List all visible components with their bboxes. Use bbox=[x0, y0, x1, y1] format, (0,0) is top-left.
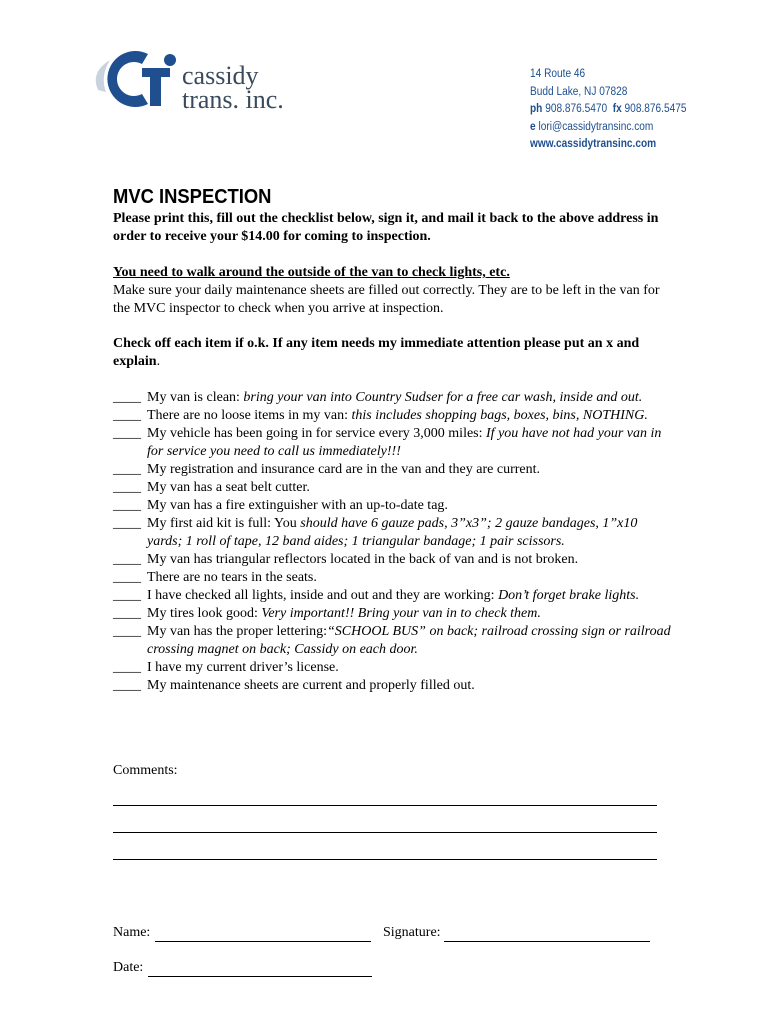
checklist-item-note: If you have not had your van in for service you need to call us immediately!!! bbox=[147, 426, 662, 459]
email-label: e bbox=[530, 120, 536, 133]
comment-line-2[interactable] bbox=[113, 832, 657, 833]
checkbox-blank[interactable] bbox=[113, 389, 147, 407]
checklist-item-label: My van has a seat belt cutter. bbox=[147, 480, 310, 495]
checklist-item bbox=[113, 389, 673, 407]
checklist-item bbox=[113, 551, 673, 569]
checklist-item-label: My van has the proper lettering: bbox=[147, 624, 328, 639]
comment-line-3[interactable] bbox=[113, 859, 657, 860]
checklist-item-note: “SCHOOL BUS” on back; railroad crossing sign or railroad crossing magnet on back; Cassidy on each door. bbox=[147, 624, 671, 657]
comments-label: Comments: bbox=[113, 763, 178, 778]
checklist-item bbox=[113, 407, 673, 425]
signature-label: Signature: bbox=[383, 925, 441, 940]
checkbox-blank[interactable] bbox=[113, 461, 147, 479]
checklist-item bbox=[113, 425, 673, 461]
checklist-item-text bbox=[147, 569, 673, 587]
checklist-item-text bbox=[147, 659, 673, 677]
checklist-item bbox=[113, 479, 673, 497]
phone-fax-line bbox=[530, 101, 686, 119]
email-address[interactable]: lori@cassidytransinc.com bbox=[538, 120, 654, 133]
checklist-item-text bbox=[147, 407, 673, 425]
checklist-item bbox=[113, 461, 673, 479]
checklist-item-label: My tires look good: bbox=[147, 606, 262, 621]
fax-number: 908.876.5475 bbox=[624, 103, 687, 115]
walk-around-heading: You need to walk around the outside of the van to check lights, etc. bbox=[113, 265, 510, 280]
checklist-item bbox=[113, 623, 673, 659]
address-line2: Budd Lake, NJ 07828 bbox=[530, 85, 628, 98]
checklist-item-label: My vehicle has been going in for service every 3,000 miles: bbox=[147, 426, 487, 441]
logo-c-letter bbox=[107, 51, 148, 107]
logo-text-cassidy: cassidy bbox=[182, 61, 259, 90]
checkbox-blank[interactable] bbox=[113, 623, 147, 659]
checklist-item-note: this includes shopping bags, boxes, bins, NOTHING. bbox=[351, 408, 648, 423]
checklist-item-label: There are no loose items in my van: bbox=[147, 408, 352, 423]
name-label: Name: bbox=[113, 925, 151, 940]
checklist-item-text bbox=[147, 623, 673, 659]
checkbox-blank[interactable] bbox=[113, 551, 147, 569]
checkbox-blank[interactable] bbox=[113, 659, 147, 677]
email-line bbox=[530, 119, 686, 137]
checklist-item-text bbox=[147, 389, 673, 407]
checklist-item-text bbox=[147, 605, 673, 623]
date-label: Date: bbox=[113, 960, 144, 975]
checklist-item-note: should have 6 gauze pads, 3”x3”; 2 gauze bandages, 1”x10 yards; 1 roll of tape, 12 band aides; 1 triangular bandage; 1 pair scissors. bbox=[147, 516, 638, 549]
checkbox-blank[interactable] bbox=[113, 587, 147, 605]
checklist-item-text bbox=[147, 515, 673, 551]
checklist-item bbox=[113, 515, 673, 551]
checklist-item-label: I have my current driver’s license. bbox=[147, 660, 339, 675]
checklist-item bbox=[113, 605, 673, 623]
checklist-item-label: I have checked all lights, inside and out and they are working: bbox=[147, 588, 499, 603]
website-link[interactable] bbox=[530, 136, 686, 154]
checklist bbox=[113, 389, 673, 695]
signature-field[interactable] bbox=[444, 941, 650, 942]
checklist-item-text bbox=[147, 461, 673, 479]
checkbox-blank[interactable] bbox=[113, 479, 147, 497]
checklist-item-label: My van is clean: bbox=[147, 390, 244, 405]
checklist-item-label: My van has triangular reflectors located in the back of van and is not broken. bbox=[147, 552, 579, 567]
checklist-item-note: Don’t forget brake lights. bbox=[498, 588, 640, 603]
checkbox-blank[interactable] bbox=[113, 515, 147, 551]
checklist-item bbox=[113, 587, 673, 605]
phone-number: 908.876.5470 bbox=[545, 103, 608, 115]
checklist-item-text bbox=[147, 551, 673, 569]
checkbox-blank[interactable] bbox=[113, 605, 147, 623]
logo-t-bar bbox=[142, 68, 170, 77]
checklist-item-note: bring your van into Country Sudser for a free car wash, inside and out. bbox=[243, 390, 643, 405]
checklist-item-text bbox=[147, 425, 673, 461]
phone-label: ph bbox=[530, 103, 543, 115]
checklist-item-text bbox=[147, 677, 673, 695]
checklist-item-label: My van has a fire extinguisher with an up-to-date tag. bbox=[147, 498, 448, 513]
checklist-item-label: My first aid kit is full: You bbox=[147, 516, 301, 531]
instructions-period: . bbox=[156, 354, 161, 369]
checklist-item bbox=[113, 497, 673, 515]
checkbox-blank[interactable] bbox=[113, 425, 147, 461]
checklist-item-label: My registration and insurance card are in the van and they are current. bbox=[147, 462, 540, 477]
address-line1: 14 Route 46 bbox=[530, 68, 586, 80]
page-title: MVC INSPECTION bbox=[113, 186, 272, 208]
contact-block bbox=[530, 66, 686, 154]
checkbox-blank[interactable] bbox=[113, 497, 147, 515]
checkbox-blank[interactable] bbox=[113, 407, 147, 425]
checklist-item-note: Very important!! Bring your van in to check them. bbox=[261, 606, 541, 621]
checklist-item-label: My maintenance sheets are current and properly filled out. bbox=[147, 678, 475, 693]
intro-paragraph: Please print this, fill out the checklist below, sign it, and mail it back to the above address in order to receive your $14.00 for coming to inspection. bbox=[113, 211, 659, 244]
checklist-item-text bbox=[147, 587, 673, 605]
logo-dot bbox=[164, 54, 176, 66]
logo-text-trans: trans. inc. bbox=[182, 85, 284, 114]
checklist-item bbox=[113, 569, 673, 587]
date-field[interactable] bbox=[148, 976, 372, 977]
checklist-item bbox=[113, 659, 673, 677]
company-logo bbox=[90, 46, 300, 116]
checkbox-blank[interactable] bbox=[113, 677, 147, 695]
checklist-item-label: There are no tears in the seats. bbox=[147, 570, 317, 585]
instructions-text: Check off each item if o.k. If any item needs my immediate attention please put an x and explain bbox=[113, 336, 640, 369]
website-url[interactable]: www.cassidytransinc.com bbox=[530, 138, 657, 150]
fax-label: fx bbox=[612, 103, 622, 115]
checklist-item-text bbox=[147, 497, 673, 515]
name-field[interactable] bbox=[155, 941, 371, 942]
checkbox-blank[interactable] bbox=[113, 569, 147, 587]
checklist-item bbox=[113, 677, 673, 695]
checklist-instructions bbox=[113, 335, 673, 371]
walk-around-body: Make sure your daily maintenance sheets are filled out correctly. They are to be left in the van for the MVC inspector to check when you arrive at inspection. bbox=[113, 283, 660, 316]
checklist-item-text bbox=[147, 479, 673, 497]
comment-line-1[interactable] bbox=[113, 805, 657, 806]
